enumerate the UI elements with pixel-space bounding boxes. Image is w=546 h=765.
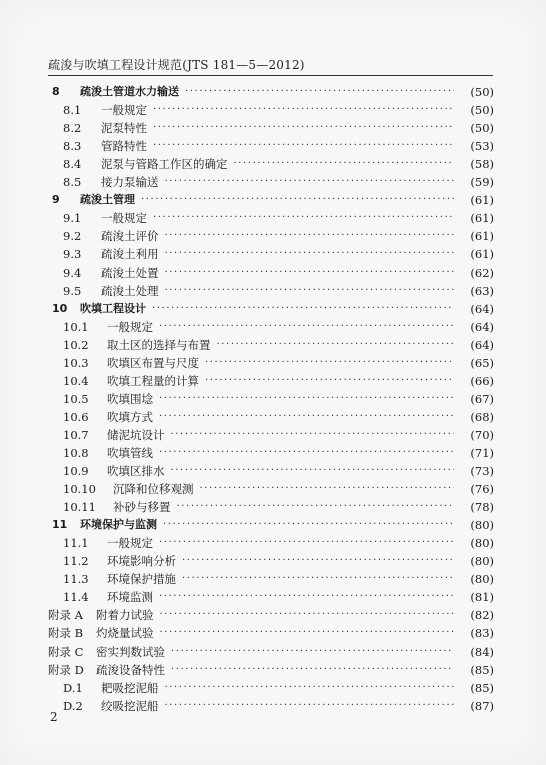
toc-entry-page: (61): [470, 211, 494, 226]
toc-entry-number: 9.2: [63, 229, 82, 244]
toc-entry-section[interactable]: [48, 534, 494, 552]
dot-leader: [165, 173, 455, 191]
toc-entry-title: 吹填围埝: [107, 391, 153, 406]
dot-leader: [165, 245, 455, 263]
toc-entry-section[interactable]: [48, 227, 494, 245]
toc-entry-number: 9.4: [63, 265, 82, 280]
toc-entry-number: 8.1: [63, 103, 82, 118]
toc-entry-number: 8.2: [63, 121, 82, 136]
toc-entry-section[interactable]: [48, 119, 494, 137]
toc-entry-section[interactable]: [48, 588, 494, 606]
dot-leader: [205, 372, 454, 390]
toc-entry-page: (85): [470, 662, 494, 677]
dot-leader: [159, 534, 454, 552]
toc-entry-appendix[interactable]: [48, 624, 494, 642]
toc-entry-title: 环境监测: [107, 590, 153, 605]
toc-entry-page: (82): [470, 608, 494, 623]
toc-entry-section[interactable]: [48, 444, 494, 462]
dot-leader: [141, 191, 454, 209]
toc-entry-section[interactable]: [48, 372, 494, 390]
toc-entry-title: 取土区的选择与布置: [107, 337, 211, 352]
toc-entry-title: 吹填方式: [107, 409, 153, 424]
toc-entry-number: 10.8: [63, 445, 89, 460]
toc-entry-title: 环境影响分析: [107, 554, 176, 569]
toc-entry-section[interactable]: [48, 137, 494, 155]
toc-entry-page: (67): [470, 391, 494, 406]
toc-entry-page: (61): [470, 229, 494, 244]
toc-entry-number: 附录 C: [48, 644, 84, 659]
dot-leader: [171, 661, 454, 679]
dot-leader: [160, 606, 455, 624]
dot-leader: [159, 390, 454, 408]
dot-leader: [171, 426, 455, 444]
toc-entry-title: 补砂与移置: [113, 500, 171, 515]
toc-entry-title: 密实判数试验: [96, 644, 165, 659]
toc-entry-appendix[interactable]: [48, 606, 494, 624]
toc-entry-number: 10.1: [63, 319, 89, 334]
toc-entry-number: 10.4: [63, 373, 89, 388]
toc-entry-page: (80): [470, 572, 494, 587]
toc-entry-page: (81): [470, 590, 494, 605]
dot-leader: [182, 552, 454, 570]
toc-entry-page: (50): [470, 103, 494, 118]
toc-entry-page: (87): [470, 698, 494, 713]
dot-leader: [159, 588, 454, 606]
toc-entry-chapter[interactable]: [48, 516, 494, 534]
toc-entry-number: 10.5: [63, 391, 89, 406]
toc-entry-number: 11.1: [63, 536, 89, 551]
dot-leader: [165, 264, 455, 282]
dot-leader: [153, 101, 454, 119]
toc-entry-number: 8.3: [63, 139, 82, 154]
toc-entry-page: (83): [470, 626, 494, 641]
toc-entry-page: (58): [470, 157, 494, 172]
dot-leader: [160, 624, 455, 642]
running-header: 疏浚与吹填工程设计规范(JTS 181—5—2012): [48, 58, 305, 72]
toc-entry-page: (64): [470, 301, 494, 316]
toc-entry-number: 10: [52, 301, 68, 315]
dot-leader: [177, 498, 455, 516]
toc-entry-title: 吹填区布置与尺度: [107, 355, 199, 370]
toc-entry-page: (80): [470, 536, 494, 551]
toc-entry-page: (53): [470, 139, 494, 154]
toc-entry-title: 附着力试验: [96, 608, 154, 623]
toc-entry-title: 环境保护与监测: [80, 518, 157, 532]
toc-entry-section[interactable]: [48, 245, 494, 263]
toc-entry-section[interactable]: [48, 498, 494, 516]
toc-entry-number: 10.6: [63, 409, 89, 424]
toc-entry-title: 管路特性: [101, 139, 147, 154]
toc-entry-title: 环境保护措施: [107, 572, 176, 587]
toc-entry-title: 疏浚土管理: [80, 193, 135, 207]
dot-leader: [200, 480, 455, 498]
toc-entry-page: (63): [470, 283, 494, 298]
toc-entry-title: 疏浚土利用: [101, 247, 159, 262]
toc-entry-title: 吹填工程设计: [80, 301, 146, 315]
toc-entry-page: (50): [470, 85, 494, 100]
toc-entry-title: 耙吸挖泥船: [101, 680, 159, 695]
toc-entry-page: (68): [470, 409, 494, 424]
toc-entry-title: 吹填区排水: [107, 464, 165, 479]
toc-entry-page: (84): [470, 644, 494, 659]
toc-entry-section[interactable]: [48, 426, 494, 444]
toc-entry-appendix[interactable]: [48, 642, 494, 660]
toc-entry-section[interactable]: [48, 697, 494, 715]
toc-entry-number: 9: [52, 193, 60, 207]
toc-entry-section[interactable]: [48, 570, 494, 588]
dot-leader: [159, 408, 454, 426]
dot-leader: [205, 354, 454, 372]
toc-entry-chapter[interactable]: [48, 191, 494, 209]
toc-entry-page: (64): [470, 319, 494, 334]
toc-entry-page: (76): [470, 482, 494, 497]
toc-entry-number: 8.5: [63, 175, 82, 190]
dot-leader: [153, 209, 454, 227]
dot-leader: [171, 643, 454, 661]
toc-entry-page: (85): [470, 680, 494, 695]
header-rule: [48, 75, 493, 76]
toc-entry-title: 疏浚土处置: [101, 265, 159, 280]
toc-entry-page: (64): [470, 337, 494, 352]
toc-entry-title: 沉降和位移观测: [113, 482, 194, 497]
toc-entry-page: (59): [470, 175, 494, 190]
toc-entry-page: (62): [470, 265, 494, 280]
toc-entry-chapter[interactable]: [48, 83, 494, 101]
toc-entry-number: 10.9: [63, 464, 89, 479]
toc-entry-section[interactable]: [48, 282, 494, 300]
toc-entry-number: 11.4: [63, 590, 89, 605]
toc-entry-page: (73): [470, 464, 494, 479]
page-number: 2: [50, 710, 58, 724]
dot-leader: [163, 516, 454, 534]
dot-leader: [165, 679, 455, 697]
toc-entry-appendix[interactable]: [48, 661, 494, 679]
toc-entry-title: 一般规定: [101, 211, 147, 226]
dot-leader: [153, 137, 454, 155]
toc-entry-number: D.2: [63, 698, 83, 713]
toc-entry-page: (65): [470, 355, 494, 370]
dot-leader: [165, 227, 455, 245]
table-of-contents: [48, 83, 494, 715]
dot-leader: [153, 119, 454, 137]
toc-entry-title: 疏浚土评价: [101, 229, 159, 244]
toc-entry-title: 接力泵输送: [101, 175, 159, 190]
dot-leader: [152, 300, 454, 318]
toc-entry-number: 11.3: [63, 572, 89, 587]
toc-entry-page: (78): [470, 500, 494, 515]
toc-entry-title: 泥泵与管路工作区的确定: [101, 157, 228, 172]
toc-entry-number: 11: [52, 518, 68, 532]
toc-entry-title: 一般规定: [107, 536, 153, 551]
toc-entry-page: (66): [470, 373, 494, 388]
toc-entry-section[interactable]: [48, 209, 494, 227]
toc-entry-number: 附录 D: [48, 662, 84, 677]
toc-entry-section[interactable]: [48, 552, 494, 570]
toc-entry-section[interactable]: [48, 263, 494, 281]
toc-entry-number: 11.2: [63, 554, 89, 569]
toc-entry-title: 疏浚土处理: [101, 283, 159, 298]
toc-entry-number: 8.4: [63, 157, 82, 172]
toc-entry-title: 疏浚设备特性: [96, 662, 165, 677]
toc-entry-title: 一般规定: [101, 103, 147, 118]
toc-entry-section[interactable]: [48, 408, 494, 426]
toc-entry-number: 附录 B: [48, 626, 84, 641]
toc-entry-title: 吹填工程量的计算: [107, 373, 199, 388]
toc-entry-page: (80): [470, 518, 494, 533]
toc-entry-page: (50): [470, 121, 494, 136]
dot-leader: [182, 570, 454, 588]
toc-entry-page: (80): [470, 554, 494, 569]
toc-entry-section[interactable]: [48, 336, 494, 354]
toc-entry-section[interactable]: [48, 101, 494, 119]
toc-entry-page: (61): [470, 193, 494, 208]
toc-entry-page: (61): [470, 247, 494, 262]
toc-entry-title: 储泥坑设计: [107, 427, 165, 442]
toc-entry-section[interactable]: [48, 318, 494, 336]
toc-entry-number: 9.3: [63, 247, 82, 262]
toc-entry-section[interactable]: [48, 354, 494, 372]
toc-entry-title: 吹填管线: [107, 445, 153, 460]
toc-entry-number: 10.10: [63, 482, 96, 497]
toc-entry-page: (70): [470, 427, 494, 442]
toc-entry-number: 8: [52, 85, 60, 99]
toc-entry-number: 10.7: [63, 427, 89, 442]
toc-entry-section[interactable]: [48, 679, 494, 697]
toc-entry-section[interactable]: [48, 155, 494, 173]
toc-entry-title: 绞吸挖泥船: [101, 698, 159, 713]
dot-leader: [165, 697, 455, 715]
toc-entry-number: 10.3: [63, 355, 89, 370]
dot-leader: [217, 336, 455, 354]
toc-entry-number: D.1: [63, 680, 83, 695]
dot-leader: [234, 155, 455, 173]
toc-entry-title: 疏浚土管道水力输送: [80, 85, 179, 99]
toc-entry-number: 10.2: [63, 337, 89, 352]
toc-entry-number: 9.1: [63, 211, 82, 226]
toc-entry-chapter[interactable]: [48, 300, 494, 318]
toc-entry-page: (71): [470, 445, 494, 460]
dot-leader: [159, 318, 454, 336]
dot-leader: [159, 444, 454, 462]
toc-entry-number: 附录 A: [48, 608, 83, 623]
toc-entry-title: 灼烧量试验: [96, 626, 154, 641]
toc-entry-title: 泥泵特性: [101, 121, 147, 136]
toc-entry-number: 10.11: [63, 500, 96, 515]
toc-entry-section[interactable]: [48, 173, 494, 191]
toc-entry-title: 一般规定: [107, 319, 153, 334]
dot-leader: [185, 83, 454, 101]
toc-entry-section[interactable]: [48, 390, 494, 408]
toc-entry-number: 9.5: [63, 283, 82, 298]
dot-leader: [165, 282, 455, 300]
toc-entry-section[interactable]: [48, 462, 494, 480]
dot-leader: [171, 462, 455, 480]
toc-entry-section[interactable]: [48, 480, 494, 498]
